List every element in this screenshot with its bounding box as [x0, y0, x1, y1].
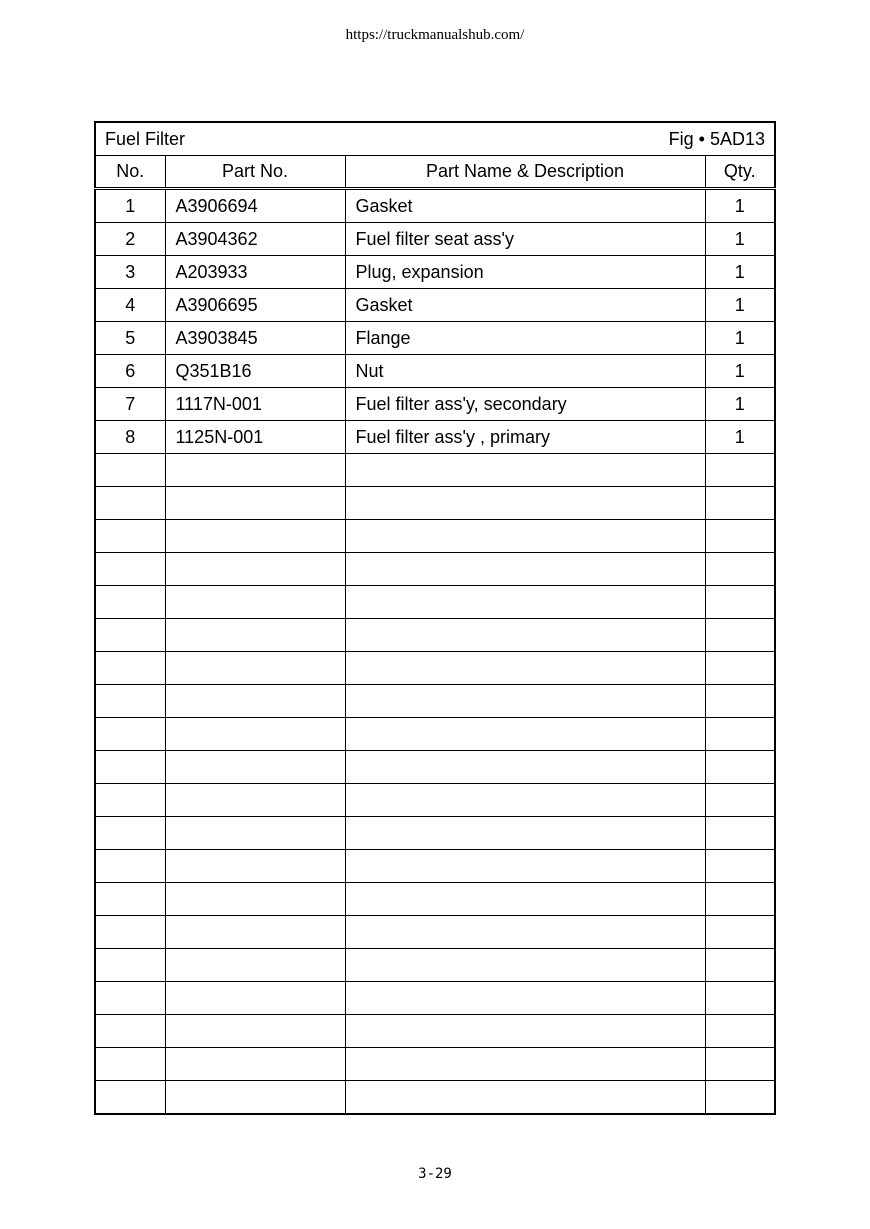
cell-qty	[705, 718, 775, 751]
cell-no	[95, 520, 165, 553]
cell-qty	[705, 1048, 775, 1081]
table-row	[95, 223, 775, 256]
table-row	[95, 388, 775, 421]
cell-description	[345, 784, 705, 817]
empty-table-row	[95, 850, 775, 883]
cell-no	[95, 586, 165, 619]
table-row	[95, 322, 775, 355]
table-title-row	[95, 122, 775, 156]
cell-no	[95, 850, 165, 883]
empty-table-row	[95, 520, 775, 553]
cell-no	[95, 454, 165, 487]
cell-description	[345, 1015, 705, 1048]
cell-description	[345, 718, 705, 751]
cell-description	[345, 487, 705, 520]
cell-part-no	[165, 718, 345, 751]
empty-table-row	[95, 685, 775, 718]
cell-no	[95, 949, 165, 982]
cell-part-no	[165, 982, 345, 1015]
column-header-description: Part Name & Description	[345, 156, 705, 189]
cell-description	[345, 454, 705, 487]
parts-table	[94, 121, 776, 1115]
cell-qty: 1	[705, 388, 775, 421]
site-url[interactable]: https://truckmanualshub.com/	[345, 27, 525, 43]
cell-part-no	[165, 949, 345, 982]
figure-reference: Fig • 5AD13	[668, 128, 765, 149]
cell-part-no	[165, 487, 345, 520]
cell-part-no	[165, 652, 345, 685]
cell-part-no: A3906695	[165, 289, 345, 322]
cell-qty	[705, 916, 775, 949]
cell-description	[345, 685, 705, 718]
empty-table-row	[95, 982, 775, 1015]
cell-no: 1	[95, 189, 165, 223]
cell-description	[345, 850, 705, 883]
cell-no: 5	[95, 322, 165, 355]
table-row	[95, 189, 775, 223]
cell-description: Flange	[345, 322, 705, 355]
cell-part-no	[165, 916, 345, 949]
cell-qty: 1	[705, 355, 775, 388]
cell-part-no	[165, 454, 345, 487]
cell-no	[95, 553, 165, 586]
cell-qty	[705, 751, 775, 784]
table-row	[95, 355, 775, 388]
cell-part-no	[165, 520, 345, 553]
cell-qty	[705, 652, 775, 685]
cell-part-no	[165, 883, 345, 916]
cell-part-no	[165, 553, 345, 586]
cell-no: 8	[95, 421, 165, 454]
table-row	[95, 421, 775, 454]
cell-part-no: A3906694	[165, 189, 345, 223]
cell-description: Gasket	[345, 189, 705, 223]
cell-qty	[705, 685, 775, 718]
column-header-part-no: Part No.	[165, 156, 345, 189]
cell-no	[95, 487, 165, 520]
empty-table-row	[95, 751, 775, 784]
cell-no	[95, 652, 165, 685]
empty-table-row	[95, 1015, 775, 1048]
cell-qty	[705, 1081, 775, 1115]
table-header-row	[95, 156, 775, 189]
title-cell	[95, 122, 775, 156]
cell-qty	[705, 817, 775, 850]
cell-qty: 1	[705, 322, 775, 355]
cell-description	[345, 817, 705, 850]
cell-qty: 1	[705, 256, 775, 289]
cell-no: 4	[95, 289, 165, 322]
cell-part-no	[165, 751, 345, 784]
cell-part-no: 1125N-001	[165, 421, 345, 454]
table-title: Fuel Filter	[105, 128, 186, 149]
cell-part-no: A3904362	[165, 223, 345, 256]
cell-part-no	[165, 817, 345, 850]
cell-description	[345, 916, 705, 949]
cell-qty: 1	[705, 289, 775, 322]
cell-no	[95, 916, 165, 949]
cell-no	[95, 751, 165, 784]
cell-description: Gasket	[345, 289, 705, 322]
cell-qty	[705, 883, 775, 916]
cell-description	[345, 619, 705, 652]
cell-description	[345, 982, 705, 1015]
cell-part-no: 1117N-001	[165, 388, 345, 421]
cell-part-no	[165, 586, 345, 619]
cell-qty: 1	[705, 189, 775, 223]
cell-description	[345, 586, 705, 619]
cell-qty	[705, 520, 775, 553]
cell-no: 3	[95, 256, 165, 289]
empty-table-row	[95, 586, 775, 619]
cell-part-no	[165, 850, 345, 883]
empty-table-row	[95, 949, 775, 982]
cell-qty	[705, 982, 775, 1015]
cell-qty	[705, 487, 775, 520]
column-header-qty: Qty.	[705, 156, 775, 189]
cell-no	[95, 784, 165, 817]
column-header-no: No.	[95, 156, 165, 189]
cell-qty	[705, 553, 775, 586]
cell-part-no: Q351B16	[165, 355, 345, 388]
cell-part-no	[165, 1081, 345, 1115]
cell-no	[95, 619, 165, 652]
empty-table-row	[95, 619, 775, 652]
page-number: 3-29	[418, 1166, 452, 1182]
cell-description	[345, 1048, 705, 1081]
cell-no	[95, 982, 165, 1015]
cell-qty	[705, 784, 775, 817]
cell-no: 6	[95, 355, 165, 388]
table-row	[95, 256, 775, 289]
cell-no: 7	[95, 388, 165, 421]
cell-no	[95, 883, 165, 916]
table-row	[95, 289, 775, 322]
cell-qty	[705, 1015, 775, 1048]
cell-no	[95, 1015, 165, 1048]
empty-table-row	[95, 487, 775, 520]
cell-description: Plug, expansion	[345, 256, 705, 289]
empty-table-row	[95, 1048, 775, 1081]
cell-no	[95, 1081, 165, 1115]
cell-qty	[705, 850, 775, 883]
cell-part-no	[165, 784, 345, 817]
cell-qty: 1	[705, 421, 775, 454]
cell-description: Fuel filter ass'y , primary	[345, 421, 705, 454]
cell-part-no	[165, 1048, 345, 1081]
cell-part-no: A203933	[165, 256, 345, 289]
empty-table-row	[95, 1081, 775, 1115]
cell-qty	[705, 586, 775, 619]
cell-qty: 1	[705, 223, 775, 256]
cell-description	[345, 652, 705, 685]
cell-no	[95, 685, 165, 718]
cell-description: Fuel filter seat ass'y	[345, 223, 705, 256]
empty-table-row	[95, 454, 775, 487]
cell-description: Fuel filter ass'y, secondary	[345, 388, 705, 421]
cell-description	[345, 1081, 705, 1115]
cell-description	[345, 520, 705, 553]
empty-table-row	[95, 817, 775, 850]
cell-part-no	[165, 1015, 345, 1048]
cell-no: 2	[95, 223, 165, 256]
cell-qty	[705, 949, 775, 982]
empty-table-row	[95, 883, 775, 916]
empty-table-row	[95, 553, 775, 586]
empty-table-row	[95, 652, 775, 685]
cell-no	[95, 1048, 165, 1081]
cell-description	[345, 949, 705, 982]
cell-description	[345, 553, 705, 586]
cell-description: Nut	[345, 355, 705, 388]
empty-table-row	[95, 916, 775, 949]
cell-description	[345, 883, 705, 916]
cell-no	[95, 718, 165, 751]
cell-description	[345, 751, 705, 784]
cell-qty	[705, 619, 775, 652]
empty-table-row	[95, 784, 775, 817]
cell-part-no	[165, 685, 345, 718]
cell-qty	[705, 454, 775, 487]
empty-table-row	[95, 718, 775, 751]
cell-no	[95, 817, 165, 850]
cell-part-no: A3903845	[165, 322, 345, 355]
cell-part-no	[165, 619, 345, 652]
